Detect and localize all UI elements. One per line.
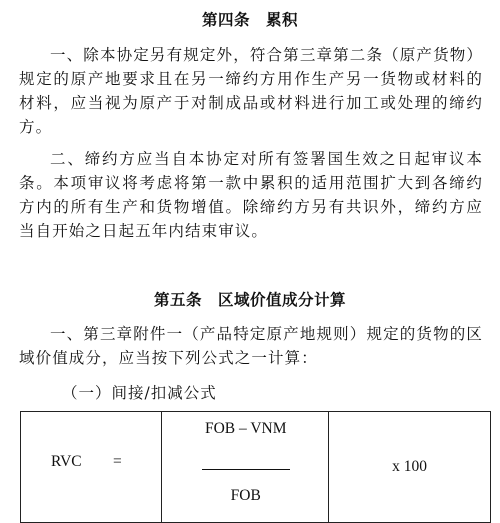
formula-row (21, 412, 491, 523)
article-4-heading: 第四条 累积 (201, 11, 298, 29)
formula-numerator: FOB – VNM (204, 420, 287, 437)
formula-left-cell (21, 412, 162, 523)
rvc-formula-table (20, 411, 491, 523)
formula-equals-sign: = (113, 453, 122, 470)
formula-subheading: （一）间接/扣减公式 (62, 384, 217, 402)
article-4-paragraph-2: 二、缔约方应当自本协定对所有签署国生效之日起审议本条。本项审议将考虑将第一款中累积的适用范围扩大到各缔约方内的所有生产和货物增值。除缔约方另有共识外，缔约方应当自开始之日起五年内结束审议。 (19, 150, 483, 240)
article-5-paragraph-1: 一、第三章附件一（产品特定原产地规则）规定的货物的区域价值成分，应当按下列公式之一计算： (19, 325, 483, 367)
article-5-heading: 第五条 区域价值成分计算 (153, 291, 346, 309)
formula-fraction-cell (161, 412, 328, 523)
formula-fraction-bar (202, 469, 290, 470)
article-4-paragraph-1: 一、除本协定另有规定外，符合第三章第二条（原产货物）规定的原产地要求且在另一缔约方用作生产另一货物或材料的材料，应当视为原产于对制成品或材料进行加工或处理的缔约方。 (19, 46, 483, 136)
formula-multiplier: x 100 (329, 412, 491, 523)
formula-denominator: FOB (230, 487, 261, 504)
formula-rvc-label: RVC (51, 453, 82, 470)
